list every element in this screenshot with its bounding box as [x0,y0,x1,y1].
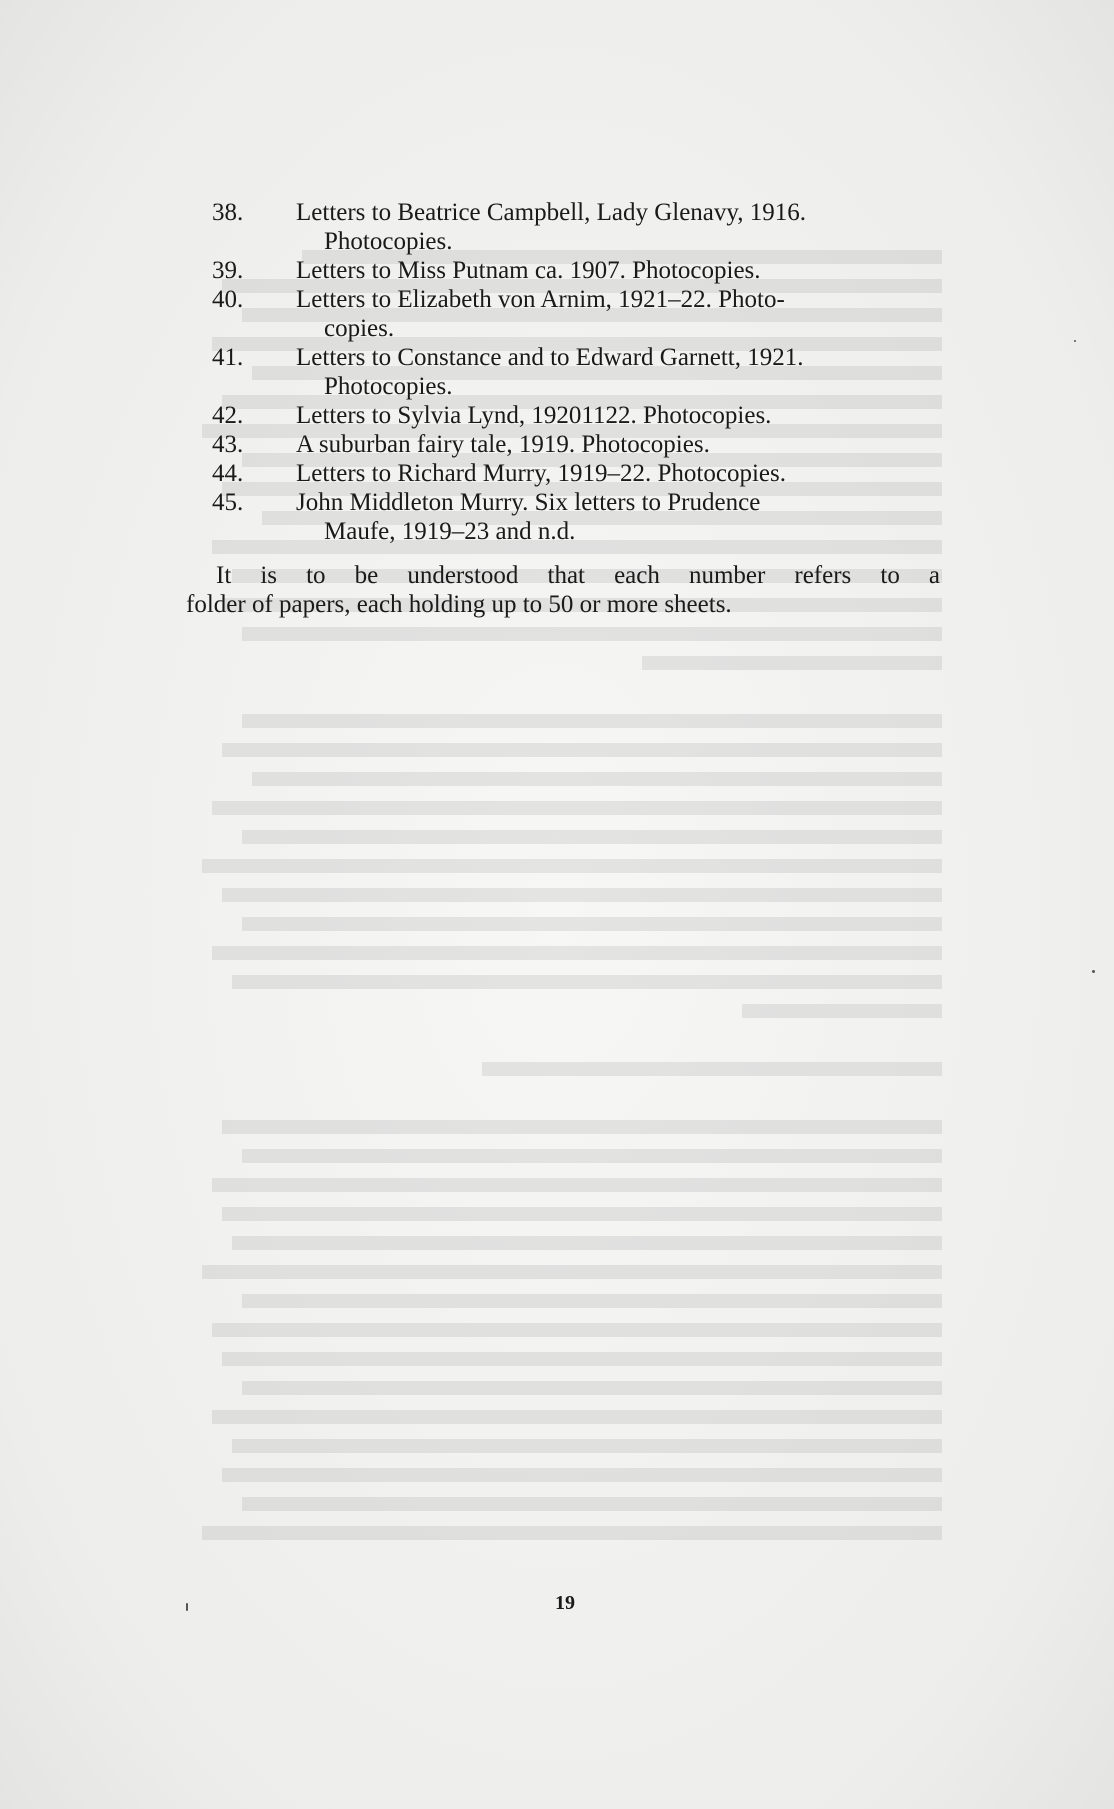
letters-list [200,198,940,546]
item-text: Letters to Elizabeth von Arnim, 1921–22. Photo- [296,286,785,313]
note-paragraph [186,561,940,619]
note-line-1: It is to be understood that each number refers to a [216,562,940,589]
item-text-continued: Maufe, 1919–23 and n.d. [324,518,576,545]
paper-speck [1092,970,1095,973]
list-item [200,256,940,285]
item-number: 44. [212,460,244,487]
item-number: 39. [212,257,244,284]
paper-speck [186,1603,188,1611]
item-text: Letters to Richard Murry, 1919–22. Photocopies. [296,460,786,487]
item-text: Letters to Sylvia Lynd, 19201122. Photocopies. [296,402,772,429]
paper-speck [1074,340,1076,342]
item-number: 43. [212,431,244,458]
item-text-continued: copies. [324,315,395,342]
item-text-continued: Photocopies. [324,228,453,255]
list-item [200,401,940,430]
list-item [200,430,940,459]
item-text: John Middleton Murry. Six letters to Prudence [296,489,761,516]
item-number: 45. [212,489,244,516]
list-item [200,459,940,488]
list-item [200,343,940,401]
list-item [200,198,940,256]
item-number: 40. [212,286,244,313]
list-item [200,488,940,546]
note-line-2: folder of papers, each holding up to 50 or more sheets. [186,591,732,618]
item-text-continued: Photocopies. [324,373,453,400]
item-number: 41. [212,344,244,371]
item-text: Letters to Constance and to Edward Garnett, 1921. [296,344,804,371]
item-text: Letters to Miss Putnam ca. 1907. Photocopies. [296,257,761,284]
page-number: 19 [555,1592,575,1614]
item-text: A suburban fairy tale, 1919. Photocopies. [296,431,710,458]
list-item [200,285,940,343]
item-number: 42. [212,402,244,429]
item-text: Letters to Beatrice Campbell, Lady Glenavy, 1916. [296,199,807,226]
item-number: 38. [212,199,244,226]
